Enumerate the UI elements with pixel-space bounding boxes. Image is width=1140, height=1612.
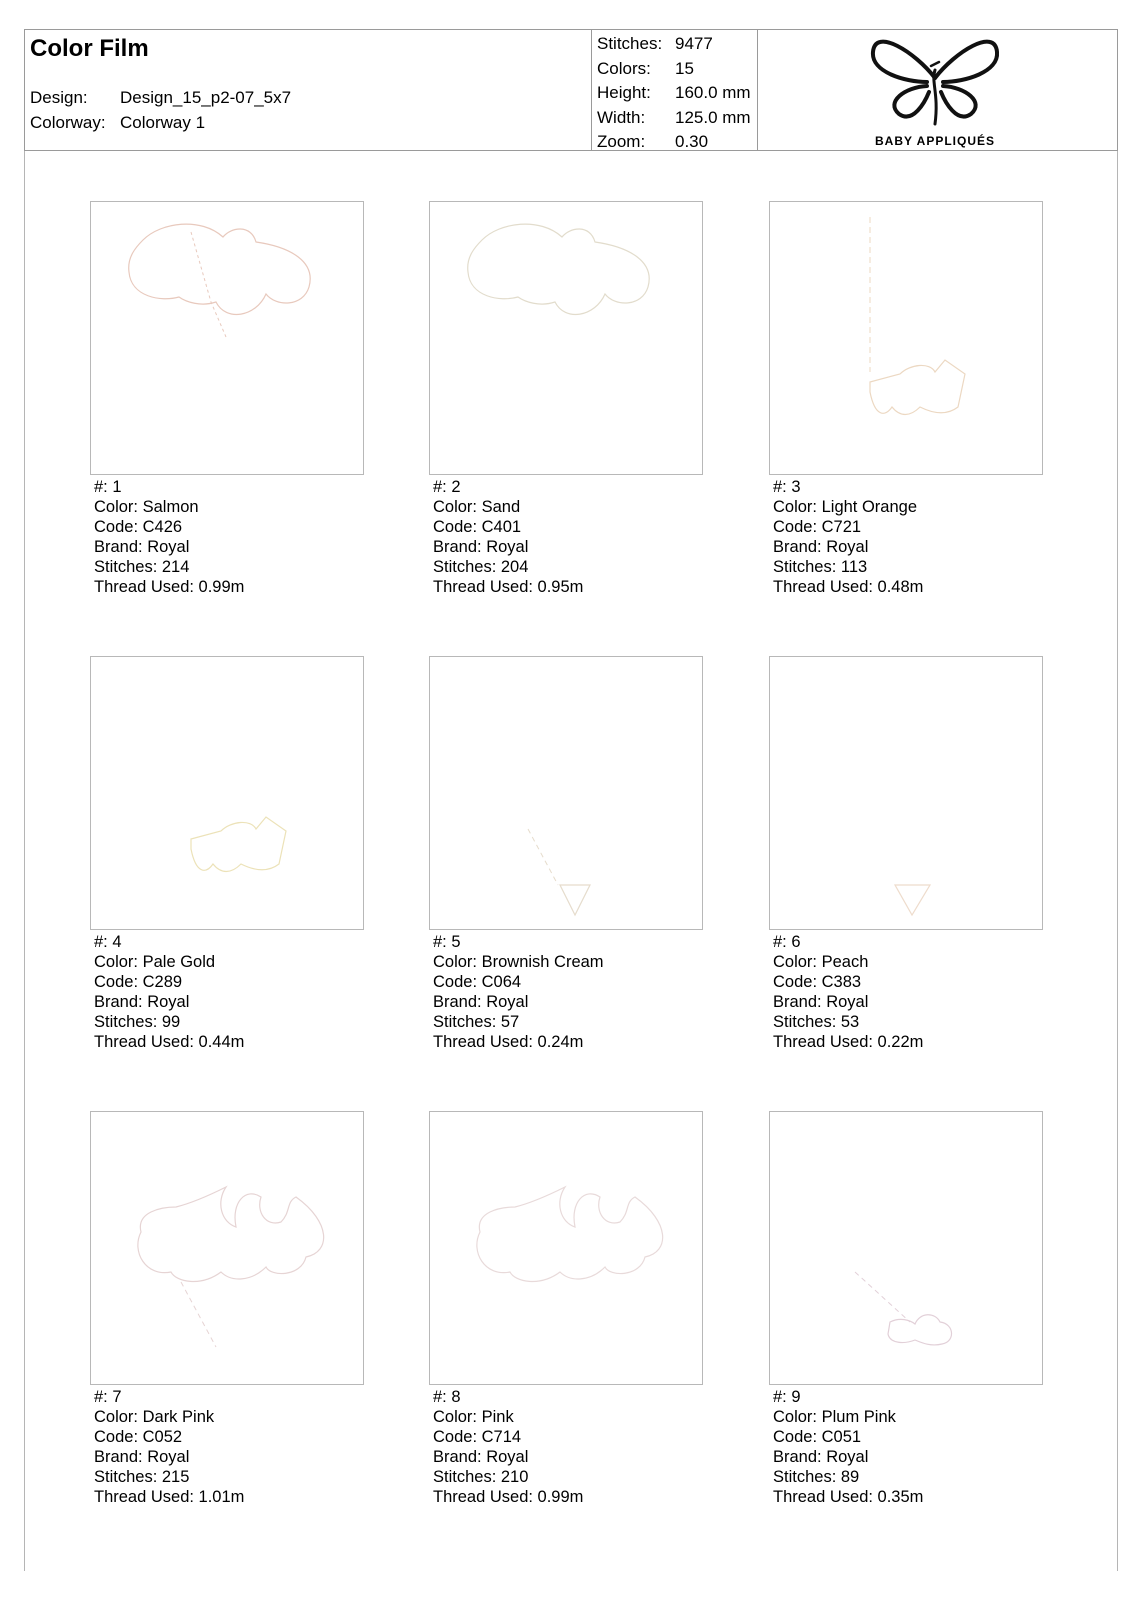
color-thread: Thread Used: 0.99m	[94, 578, 245, 596]
color-info	[429, 932, 709, 1052]
color-stitches: Stitches: 215	[94, 1468, 190, 1486]
color-number: #: 1	[94, 478, 122, 496]
color-name: Color: Salmon	[94, 498, 199, 516]
color-info	[90, 932, 370, 1052]
color-name: Color: Pink	[433, 1408, 514, 1426]
color-stitches: Stitches: 57	[433, 1013, 520, 1031]
stitch-outline-icon	[430, 202, 704, 476]
color-stitches: Stitches: 214	[94, 558, 190, 576]
design-label: Design:	[30, 88, 88, 107]
color-info	[90, 477, 370, 597]
color-brand: Brand: Royal	[433, 993, 529, 1011]
color-brand: Brand: Royal	[773, 1448, 869, 1466]
colorway-row	[30, 113, 205, 133]
header-divider	[591, 30, 592, 150]
color-stitches: Stitches: 210	[433, 1468, 529, 1486]
stitch-preview	[429, 201, 703, 475]
color-info	[769, 932, 1049, 1052]
color-name: Color: Peach	[773, 953, 869, 971]
color-code: Code: C289	[94, 973, 183, 991]
stitch-outline-icon	[91, 202, 365, 476]
color-name: Color: Pale Gold	[94, 953, 216, 971]
color-brand: Brand: Royal	[773, 538, 869, 556]
stitch-outline-icon	[770, 1112, 1044, 1386]
color-card	[90, 656, 370, 1052]
color-stitches: Stitches: 53	[773, 1013, 860, 1031]
color-name: Color: Light Orange	[773, 498, 917, 516]
stat-value: 160.0 mm	[675, 83, 751, 102]
color-thread: Thread Used: 0.35m	[773, 1488, 924, 1506]
stitch-outline-icon	[770, 657, 1044, 931]
logo-wordmark: BABY APPLIQUÉS	[874, 134, 996, 148]
color-info	[769, 1387, 1049, 1507]
page-border-left	[24, 151, 25, 1571]
color-code: Code: C064	[433, 973, 522, 991]
stat-height	[597, 81, 751, 106]
colorway-label: Colorway:	[30, 113, 106, 132]
stat-zoom	[597, 130, 751, 155]
colorway-value: Colorway 1	[120, 113, 206, 132]
color-name: Color: Brownish Cream	[433, 953, 604, 971]
color-card	[769, 1111, 1049, 1507]
stitch-preview	[769, 656, 1043, 930]
page-border-right	[1117, 151, 1118, 1571]
color-thread: Thread Used: 0.48m	[773, 578, 924, 596]
color-thread: Thread Used: 0.22m	[773, 1033, 924, 1051]
color-info	[429, 477, 709, 597]
stat-label: Width:	[597, 107, 646, 127]
stat-label: Stitches:	[597, 34, 663, 53]
color-card	[429, 656, 709, 1052]
color-stitches: Stitches: 113	[773, 558, 868, 576]
color-number: #: 6	[773, 933, 801, 951]
color-thread: Thread Used: 0.24m	[433, 1033, 584, 1051]
color-code: Code: C426	[94, 518, 183, 536]
color-card	[769, 201, 1049, 597]
stitch-preview	[769, 201, 1043, 475]
design-stats	[597, 32, 751, 155]
color-stitches: Stitches: 89	[773, 1468, 860, 1486]
color-code: Code: C721	[773, 518, 862, 536]
color-info	[769, 477, 1049, 597]
color-code: Code: C714	[433, 1428, 522, 1446]
color-info	[429, 1387, 709, 1507]
color-thread: Thread Used: 1.01m	[94, 1488, 245, 1506]
stitch-outline-icon	[430, 657, 704, 931]
color-name: Color: Sand	[433, 498, 521, 516]
color-code: Code: C383	[773, 973, 862, 991]
design-value: Design_15_p2-07_5x7	[120, 88, 292, 107]
color-brand: Brand: Royal	[94, 538, 190, 556]
stat-value: 9477	[675, 34, 713, 53]
color-film-header	[24, 29, 1118, 151]
brand-logo	[865, 32, 1005, 150]
color-brand: Brand: Royal	[433, 1448, 529, 1466]
header-divider	[757, 30, 758, 150]
color-code: Code: C051	[773, 1428, 862, 1446]
stitch-preview	[429, 1111, 703, 1385]
color-code: Code: C052	[94, 1428, 183, 1446]
stat-label: Height:	[597, 83, 651, 102]
color-card	[769, 656, 1049, 1052]
color-thread: Thread Used: 0.99m	[433, 1488, 584, 1506]
color-number: #: 4	[94, 933, 122, 951]
color-card	[429, 1111, 709, 1507]
stat-label: Colors:	[597, 58, 651, 78]
color-number: #: 9	[773, 1388, 801, 1406]
color-code: Code: C401	[433, 518, 522, 536]
stat-stitches	[597, 32, 751, 57]
color-number: #: 5	[433, 933, 461, 951]
stat-value: 0.30	[675, 132, 709, 151]
color-thread: Thread Used: 0.95m	[433, 578, 584, 596]
color-number: #: 2	[433, 478, 461, 496]
stat-value: 15	[675, 58, 694, 78]
stitch-outline-icon	[91, 657, 365, 931]
stat-label: Zoom:	[597, 132, 646, 151]
color-brand: Brand: Royal	[433, 538, 529, 556]
color-brand: Brand: Royal	[94, 993, 190, 1011]
color-brand: Brand: Royal	[773, 993, 869, 1011]
design-row	[30, 88, 291, 108]
color-card	[429, 201, 709, 597]
color-name: Color: Plum Pink	[773, 1408, 896, 1426]
stat-colors	[597, 57, 751, 82]
butterfly-logo-icon	[865, 32, 1005, 132]
color-number: #: 8	[433, 1388, 461, 1406]
color-stitches: Stitches: 204	[433, 558, 529, 576]
color-card	[90, 201, 370, 597]
stitch-outline-icon	[770, 202, 1044, 476]
stat-value: 125.0 mm	[675, 107, 751, 127]
color-thread: Thread Used: 0.44m	[94, 1033, 245, 1051]
color-name: Color: Dark Pink	[94, 1408, 215, 1426]
color-stitches: Stitches: 99	[94, 1013, 181, 1031]
stitch-preview	[90, 201, 364, 475]
color-number: #: 7	[94, 1388, 122, 1406]
stitch-preview	[769, 1111, 1043, 1385]
stitch-preview	[90, 656, 364, 930]
color-card	[90, 1111, 370, 1507]
stat-width	[597, 106, 751, 131]
stitch-preview	[90, 1111, 364, 1385]
stitch-outline-icon	[430, 1112, 704, 1386]
stitch-preview	[429, 656, 703, 930]
color-info	[90, 1387, 370, 1507]
color-number: #: 3	[773, 478, 801, 496]
page-title: Color Film	[30, 35, 149, 62]
stitch-outline-icon	[91, 1112, 365, 1386]
color-brand: Brand: Royal	[94, 1448, 190, 1466]
